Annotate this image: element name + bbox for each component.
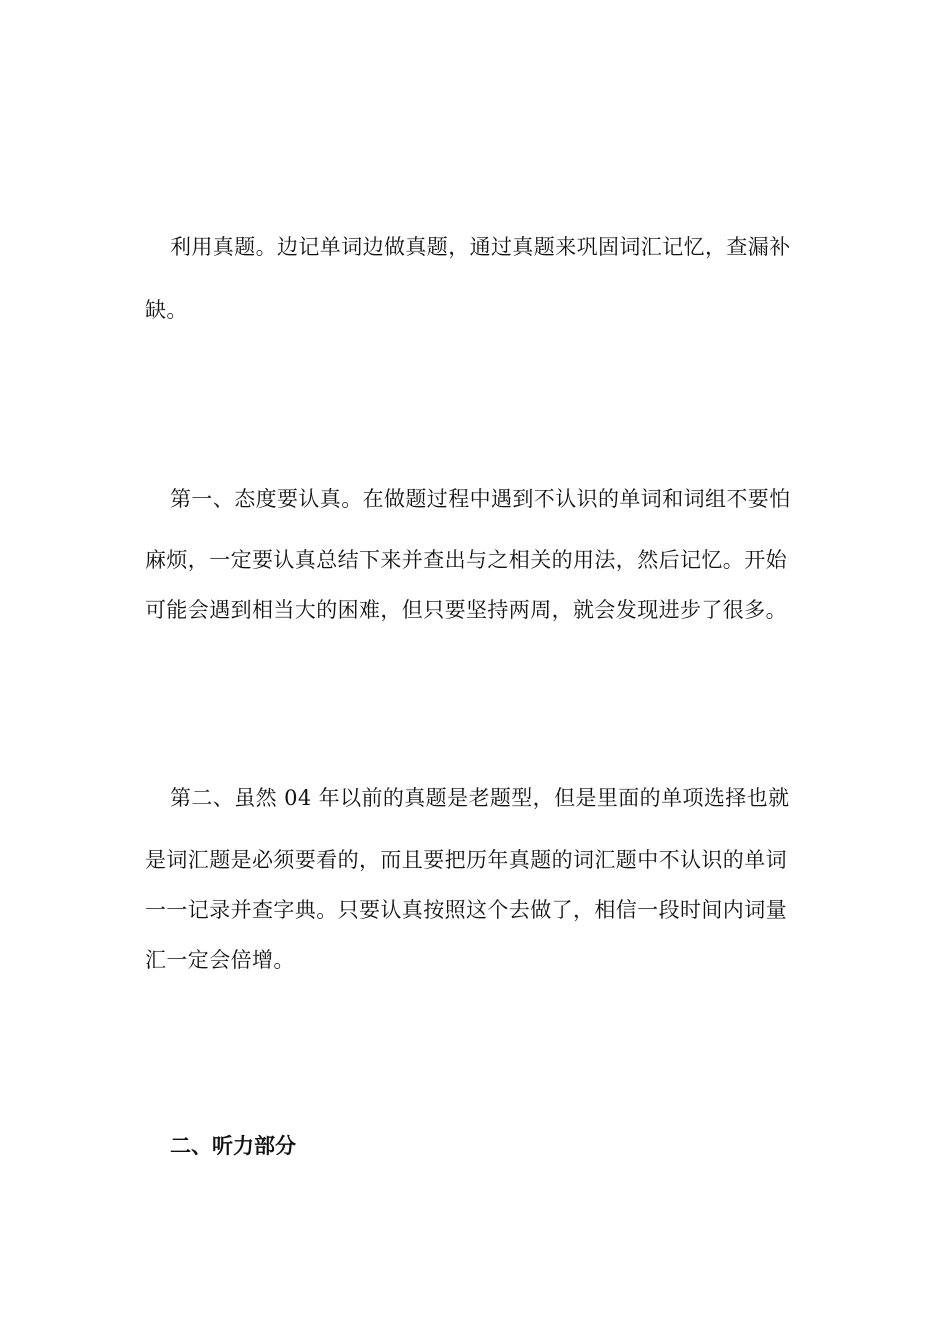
paragraph-1-line-1: 利用真题。边记单词边做真题，通过真题来巩固词汇记忆，查漏补	[170, 235, 791, 259]
paragraph-3-line-1: 第二、虽然 04 年以前的真题是老题型，但是里面的单项选择也就	[170, 786, 790, 810]
paragraph-2-line-2: 麻烦，一定要认真总结下来并查出与之相关的用法，然后记忆。开始	[145, 548, 787, 572]
paragraph-3-line-4: 汇一定会倍增。	[145, 948, 295, 972]
paragraph-2-line-1: 第一、态度要认真。在做题过程中遇到不认识的单词和词组不要怕	[170, 487, 791, 511]
paragraph-1-line-2: 缺。	[145, 298, 188, 322]
paragraph-2-line-3: 可能会遇到相当大的困难，但只要坚持两周，就会发现进步了很多。	[145, 598, 787, 622]
paragraph-3-line-3: 一一记录并查字典。只要认真按照这个去做了，相信一段时间内词量	[145, 898, 787, 922]
section-heading: 二、听力部分	[170, 1134, 296, 1158]
paragraph-3-line-2: 是词汇题是必须要看的，而且要把历年真题的词汇题中不认识的单词	[145, 848, 787, 872]
